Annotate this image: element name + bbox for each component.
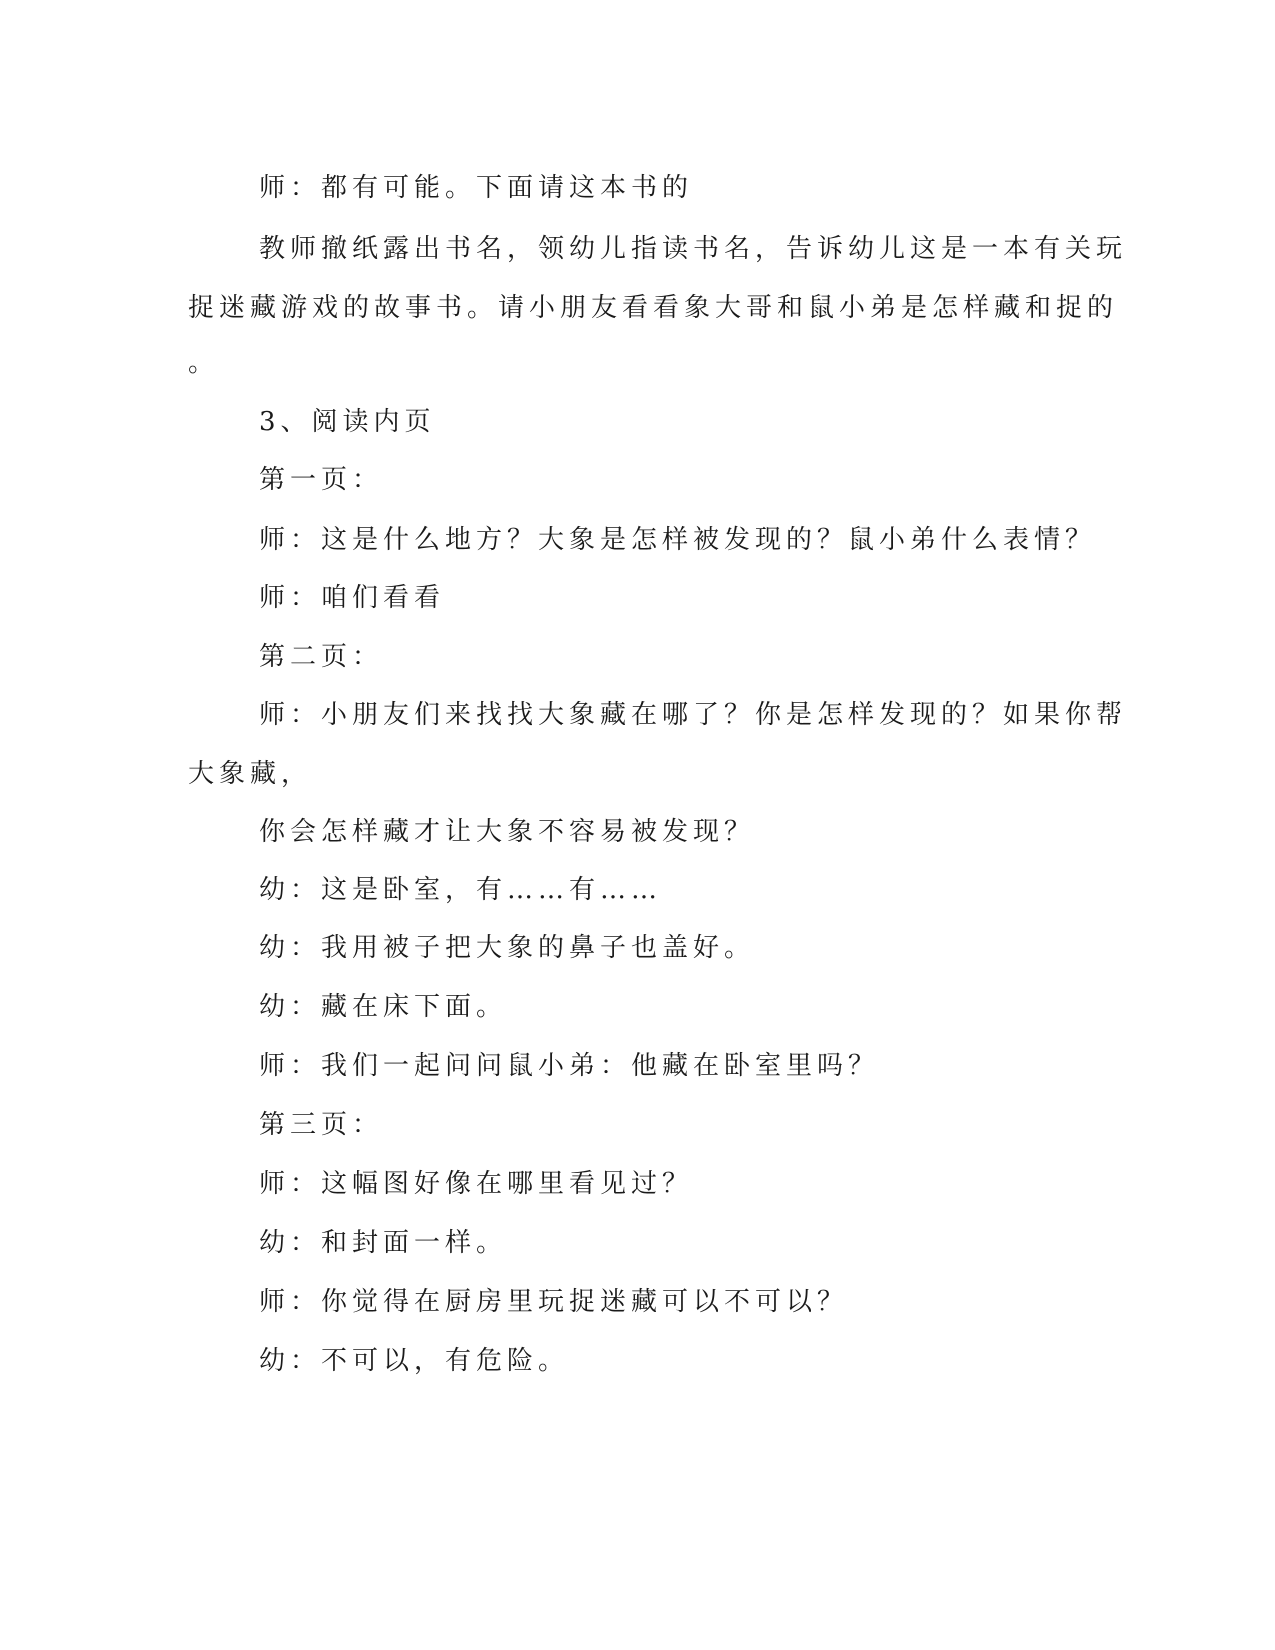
paragraph-line: 师：都有可能。下面请这本书的 <box>259 173 694 203</box>
paragraph-line: 你会怎样藏才让大象不容易被发现？ <box>259 817 756 847</box>
paragraph-line: 师：这是什么地方？大象是怎样被发现的？鼠小弟什么表情？ <box>259 525 1097 555</box>
page-label: 第二页： <box>259 642 384 672</box>
paragraph-line: 师：小朋友们来找找大象藏在哪了？你是怎样发现的？如果你帮 <box>259 700 1128 730</box>
paragraph-line: 幼：和封面一样。 <box>259 1228 508 1258</box>
paragraph-line: 师：这幅图好像在哪里看见过？ <box>259 1169 694 1199</box>
paragraph-line: 师：我们一起问问鼠小弟：他藏在卧室里吗？ <box>259 1051 880 1081</box>
paragraph-line: 师：咱们看看 <box>259 583 446 613</box>
section-heading: 3、阅读内页 <box>259 407 436 437</box>
paragraph-line: 捉迷藏游戏的故事书。请小朋友看看象大哥和鼠小弟是怎样藏和捉的 <box>188 293 1119 323</box>
paragraph-line: 幼：这是卧室，有……有…… <box>259 875 663 905</box>
page-label: 第三页： <box>259 1110 384 1140</box>
paragraph-line: 教师撤纸露出书名，领幼儿指读书名，告诉幼儿这是一本有关玩 <box>259 234 1128 264</box>
paragraph-line: 大象藏， <box>188 759 313 789</box>
paragraph-line: 。 <box>188 348 220 378</box>
paragraph-line: 师：你觉得在厨房里玩捉迷藏可以不可以？ <box>259 1287 849 1317</box>
page-label: 第一页： <box>259 465 384 495</box>
paragraph-line: 幼：不可以，有危险。 <box>259 1346 570 1376</box>
paragraph-line: 幼：藏在床下面。 <box>259 992 508 1022</box>
paragraph-line: 幼：我用被子把大象的鼻子也盖好。 <box>259 933 756 963</box>
